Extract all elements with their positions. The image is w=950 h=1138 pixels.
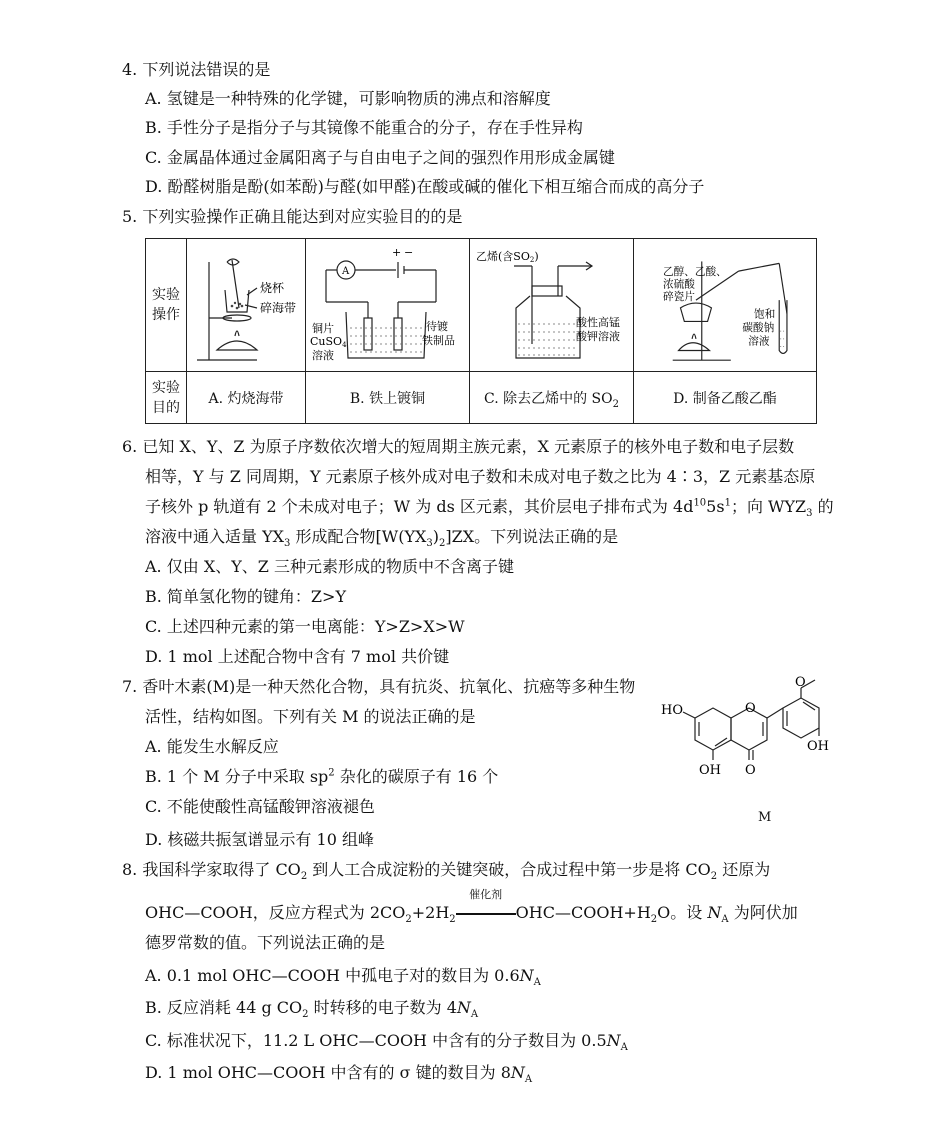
struct-keto-oxygen: O [745, 763, 756, 778]
label-kmno4-1: 酸性高锰 [576, 316, 620, 329]
struct-methoxy-oxygen: O [795, 676, 806, 690]
table-header-operation: 实验 操作 [146, 239, 187, 372]
q6-line-4: 溶液中通入适量 $YX_3$ 形成配合物$[W(YX_3)_2]ZX$。下列说法正确的是 [145, 527, 619, 550]
label-solution: 溶液 [312, 349, 334, 362]
label-minus: − [404, 246, 414, 259]
label-cuso4: CuSO4 [310, 335, 347, 349]
q4-option-a: A. 氢键是一种特殊的化学键，可影响物质的沸点和溶解度 [145, 89, 551, 108]
purpose-b: B. 铁上镀铜 [306, 372, 470, 424]
label-saturated-1: 饱和 [754, 307, 776, 321]
label-kelp: 碎海带 [260, 301, 297, 315]
q8-line-3: 德罗常数的值。下列说法正确的是 [145, 933, 386, 952]
q6-line-3: 子核外 p 轨道有 2 个未成对电子；W 为 ds 区元素，其价层电子排布式为 $4d^{10}5s^1$；向 $WYZ_3$ 的 [145, 497, 834, 520]
copper-plating-apparatus [306, 240, 469, 370]
q7-option-c: C. 不能使酸性高锰酸钾溶液褪色 [145, 797, 375, 816]
label-plate-1: 待镀 [426, 320, 448, 333]
catalyst-arrow: 催化剂 [456, 905, 516, 918]
purpose-d: D. 制备乙酸乙酯 [634, 372, 817, 424]
label-reagents-1: 乙醇、乙酸、 [663, 264, 727, 278]
q7-option-d: D. 核磁共振氢谱显示有 10 组峰 [145, 830, 374, 849]
struct-ho-left: HO [661, 703, 683, 718]
ester-prep-apparatus [634, 240, 816, 370]
label-beaker: 烧杯 [260, 281, 285, 295]
diosmetin-structure [655, 676, 830, 806]
q8-option-c: C. 标准状况下，11.2 L OHC—COOH 中含有的分子数目为 $0.5N_A$ [145, 1031, 628, 1054]
q5-stem: 5. 下列实验操作正确且能达到对应实验目的的是 [122, 207, 463, 226]
label-reagents-2: 浓硫酸 [663, 277, 695, 291]
apparatus-d [634, 239, 817, 372]
purpose-c: C. 除去乙烯中的 $SO_2$ [470, 372, 634, 424]
q8-option-a: A. 0.1 mol OHC—COOH 中孤电子对的数目为 $0.6N_A$ [145, 966, 541, 989]
q6-option-a: A. 仅由 X、Y、Z 三种元素形成的物质中不含离子键 [145, 557, 514, 576]
q6-option-b: B. 简单氢化物的键角：Z>Y [145, 587, 347, 606]
label-plus: + [392, 246, 402, 259]
apparatus-b [306, 239, 470, 372]
q7-option-a: A. 能发生水解反应 [145, 737, 279, 756]
q8-line-1: 8. 我国科学家取得了 $CO_2$ 到人工合成淀粉的关键突破，合成过程中第一步是将 $CO_2$ 还原为 [122, 860, 771, 883]
q7-line-1: 7. 香叶木素(M)是一种天然化合物，具有抗炎、抗氧化、抗癌等多种生物 [122, 677, 636, 696]
struct-oh-bottom: OH [699, 763, 721, 778]
struct-ring-oxygen: O [745, 701, 756, 716]
purpose-a: A. 灼烧海带 [187, 372, 306, 424]
label-saturated-3: 溶液 [748, 334, 770, 348]
label-ethylene: 乙烯(含SO2) [476, 250, 539, 264]
table-header-purpose: 实验 目的 [146, 372, 187, 424]
q6-line-1: 6. 已知 X、Y、Z 为原子序数依次增大的短周期主族元素，X 元素原子的核外电子数和电子层数 [122, 437, 795, 456]
q7-option-b: B. 1 个 M 分子中采取 $sp^2$ 杂化的碳原子有 16 个 [145, 767, 499, 786]
label-saturated-2: 碳酸钠 [742, 321, 775, 335]
q8-option-d: D. 1 mol OHC—COOH 中含有的 σ 键的数目为 $8N_A$ [145, 1063, 533, 1086]
q4-option-c: C. 金属晶体通过金属阳离子与自由电子之间的强烈作用形成金属键 [145, 148, 615, 167]
q4-stem: 4. 下列说法错误的是 [122, 60, 271, 79]
q7-line-2: 活性，结构如图。下列有关 M 的说法正确的是 [145, 707, 476, 726]
q6-option-c: C. 上述四种元素的第一电离能：Y>Z>X>W [145, 617, 465, 636]
ammeter-label: A [342, 266, 350, 277]
q8-option-b: B. 反应消耗 44 g $CO_2$ 时转移的电子数为 $4N_A$ [145, 998, 479, 1021]
q4-option-d: D. 酚醛树脂是酚(如苯酚)与醛(如甲醛)在酸或碱的催化下相互缩合而成的高分子 [145, 177, 705, 196]
q4-option-b: B. 手性分子是指分子与其镜像不能重合的分子，存在手性异构 [145, 118, 583, 137]
label-copper: 铜片 [312, 322, 334, 335]
burning-kelp-apparatus [187, 240, 305, 370]
label-plate-2: 铁制品 [422, 334, 455, 347]
struct-oh-right: OH [807, 739, 829, 754]
apparatus-c [470, 239, 634, 372]
experiment-table [145, 238, 817, 424]
label-kmno4-2: 酸钾溶液 [576, 330, 620, 343]
q6-line-2: 相等，Y 与 Z 同周期，Y 元素原子核外成对电子数和未成对电子数之比为 4∶3，Z 元素基态原 [145, 467, 816, 486]
apparatus-a [187, 239, 306, 372]
q8-line-2: OHC—COOH，反应方程式为 $2CO_2+2H_2$ 催化剂 $OHC—COOH+H_2O$。设 $N_A$ 为阿伏加 [145, 888, 798, 926]
gas-washing-apparatus [470, 240, 633, 370]
q6-option-d: D. 1 mol 上述配合物中含有 7 mol 共价键 [145, 647, 450, 666]
structure-label: M [758, 810, 772, 825]
label-porcelain: 碎瓷片 [663, 290, 695, 304]
